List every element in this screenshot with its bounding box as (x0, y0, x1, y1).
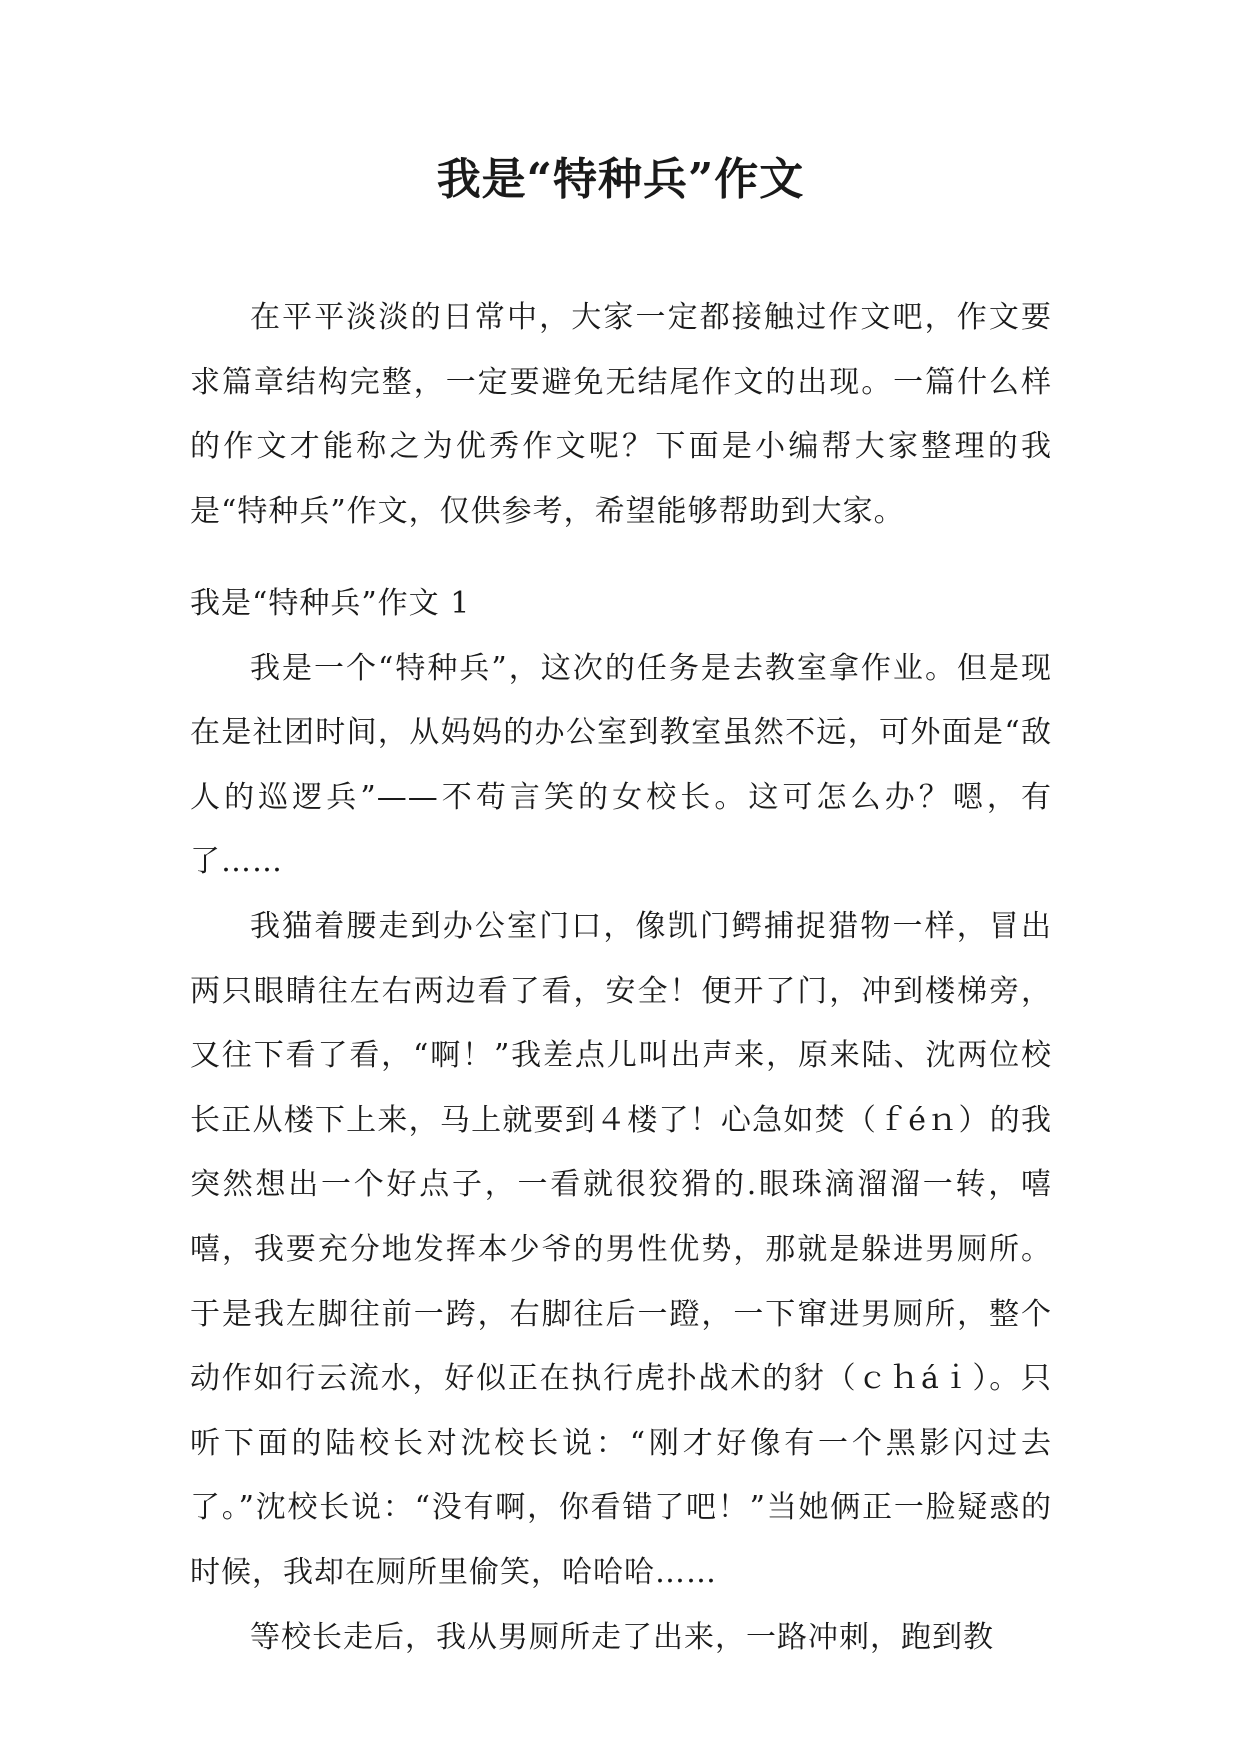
essay-section (190, 572, 1052, 1670)
intro-paragraph: 在平平淡淡的日常中，大家一定都接触过作文吧，作文要求篇章结构完整，一定要避免无结尾作文的出现。一篇什么样的作文才能称之为优秀作文呢？下面是小编帮大家整理的我是“特种兵”作文，仅供参考，希望能够帮助到大家。 (190, 300, 1052, 529)
section-heading: 我是“特种兵”作文 1 (190, 586, 471, 621)
page-title: 我是“特种兵”作文 (436, 154, 805, 205)
body-paragraph-2: 我猫着腰走到办公室门口，像凯门鳄捕捉猎物一样，冒出两只眼睛往左右两边看了看，安全！便开了门，冲到楼梯旁，又往下看了看，“啊！”我差点儿叫出声来，原来陆、沈两位校长正从楼下上来，马上就要到４楼了！心急如焚（ｆéｎ）的我突然想出一个好点子，一看就很狡猾的.眼珠滴溜溜一转，嘻嘻，我要充分地发挥本少爷的男性优势，那就是躲进男厕所。于是我左脚往前一跨，右脚往后一蹬，一下窜进男厕所，整个动作如行云流水，好似正在执行虎扑战术的豺（ｃｈáｉ）。只听下面的陆校长对沈校长说：“刚才好像有一个黑影闪过去了。”沈校长说：“没有啊，你看错了吧！”当她俩正一脸疑惑的时候，我却在厕所里偷笑，哈哈哈…… (190, 908, 1052, 1590)
body-paragraph-3: 等校长走后，我从男厕所走了出来，一路冲刺，跑到教 (250, 1619, 994, 1655)
intro-section (190, 286, 1052, 544)
body-paragraph-1: 我是一个“特种兵”，这次的任务是去教室拿作业。但是现在是社团时间，从妈妈的办公室到教室虽然不远，可外面是“敌人的巡逻兵”——不苟言笑的女校长。这可怎么办？嗯，有了…… (190, 650, 1052, 880)
